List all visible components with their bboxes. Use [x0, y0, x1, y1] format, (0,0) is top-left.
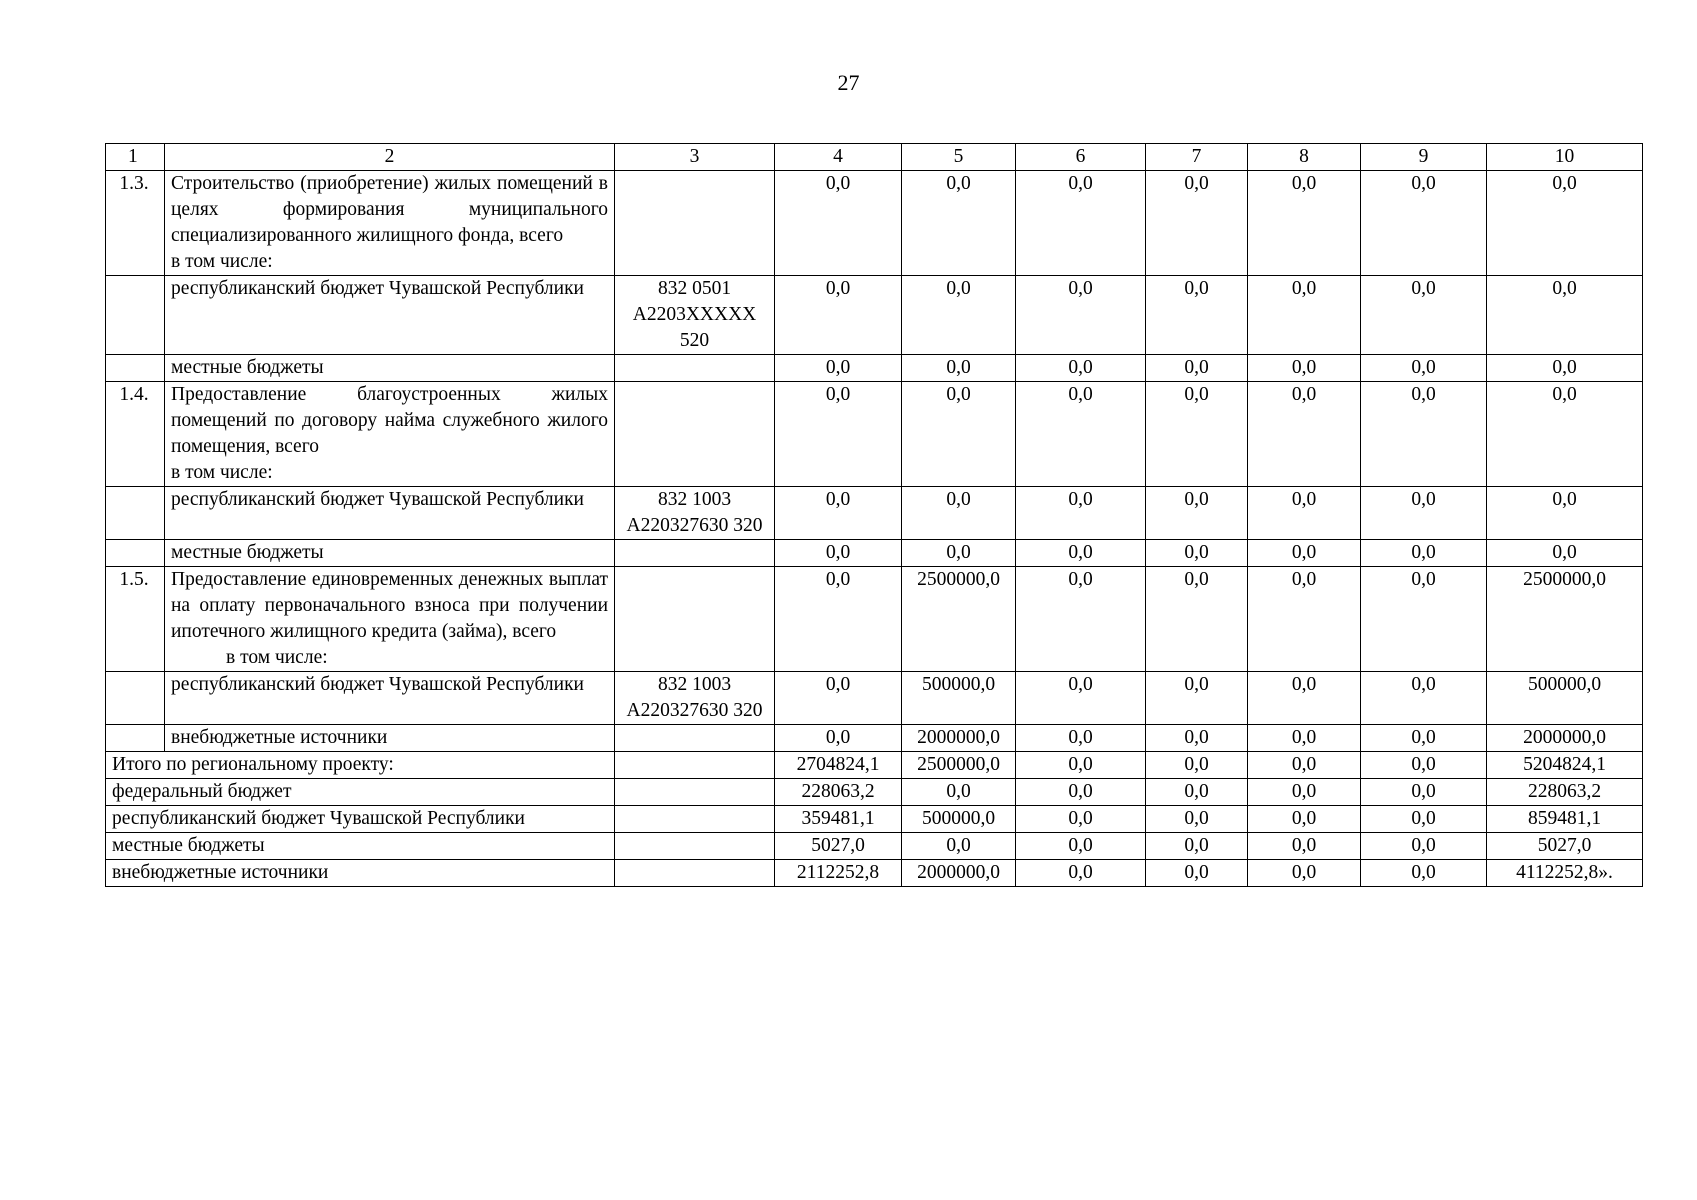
- total-row: [106, 806, 1643, 833]
- value-cell: 0,0: [1016, 833, 1146, 860]
- value-cell: 0,0: [775, 725, 902, 752]
- value-cell: 500000,0: [902, 672, 1016, 725]
- value-cell: 0,0: [902, 276, 1016, 355]
- value-cell: 0,0: [1146, 382, 1248, 487]
- budget-code: 832 0501 А2203ХХХХХ 520: [615, 276, 775, 355]
- value-cell: 0,0: [1361, 355, 1487, 382]
- value-cell: 2000000,0: [902, 725, 1016, 752]
- row-name-cell: [165, 382, 615, 487]
- value-cell: 0,0: [1248, 860, 1361, 887]
- value-cell: 0,0: [902, 355, 1016, 382]
- value-cell: 0,0: [1016, 382, 1146, 487]
- row-name: Предоставление благоустроенных жилых помещений по договору найма служебного жилого помещения, всего: [171, 384, 608, 457]
- total-label: Итого по региональному проекту:: [106, 752, 615, 779]
- value-cell: 0,0: [1016, 860, 1146, 887]
- budget-code: [615, 567, 775, 672]
- value-cell: 0,0: [902, 382, 1016, 487]
- total-label: федеральный бюджет: [106, 779, 615, 806]
- value-cell: 0,0: [775, 171, 902, 276]
- table-row: [106, 672, 1643, 725]
- row-number: [106, 276, 165, 355]
- row-name-cell: [165, 540, 615, 567]
- row-name-cell: [165, 567, 615, 672]
- value-cell: 0,0: [902, 833, 1016, 860]
- value-cell: 0,0: [1487, 171, 1643, 276]
- value-cell: 2000000,0: [902, 860, 1016, 887]
- value-cell: 0,0: [1487, 487, 1643, 540]
- value-cell: 0,0: [1361, 171, 1487, 276]
- value-cell: 0,0: [1016, 806, 1146, 833]
- row-name-cell: [165, 725, 615, 752]
- row-name-cell: [165, 487, 615, 540]
- value-cell: 5204824,1: [1487, 752, 1643, 779]
- value-cell: 0,0: [1248, 171, 1361, 276]
- row-number: [106, 487, 165, 540]
- column-header: 10: [1487, 144, 1643, 171]
- row-name-cell: [165, 672, 615, 725]
- value-cell: 0,0: [1487, 540, 1643, 567]
- value-cell: 0,0: [1248, 833, 1361, 860]
- table-row: [106, 171, 1643, 276]
- row-number: 1.3.: [106, 171, 165, 276]
- value-cell: 0,0: [1146, 860, 1248, 887]
- total-row: [106, 833, 1643, 860]
- total-row: [106, 752, 1643, 779]
- value-cell: 0,0: [902, 779, 1016, 806]
- row-name: республиканский бюджет Чувашской Республики: [171, 674, 584, 695]
- value-cell: 359481,1: [775, 806, 902, 833]
- value-cell: 0,0: [775, 540, 902, 567]
- value-cell: 4112252,8».: [1487, 860, 1643, 887]
- value-cell: 0,0: [1016, 540, 1146, 567]
- column-header: 6: [1016, 144, 1146, 171]
- value-cell: 0,0: [1016, 487, 1146, 540]
- row-name: республиканский бюджет Чувашской Республики: [171, 489, 584, 510]
- page-number: 27: [837, 70, 860, 95]
- row-name: республиканский бюджет Чувашской Республики: [171, 278, 584, 299]
- value-cell: 0,0: [1248, 382, 1361, 487]
- row-number: [106, 355, 165, 382]
- value-cell: 0,0: [1016, 355, 1146, 382]
- row-number: [106, 725, 165, 752]
- value-cell: 0,0: [1016, 171, 1146, 276]
- value-cell: 0,0: [1248, 276, 1361, 355]
- table-row: [106, 382, 1643, 487]
- value-cell: 0,0: [1248, 752, 1361, 779]
- column-header: 7: [1146, 144, 1248, 171]
- value-cell: 0,0: [1248, 806, 1361, 833]
- row-name: Предоставление единовременных денежных выплат на оплату первоначального взноса при получении ипотечного жилищного кредита (займа), всего: [171, 569, 608, 642]
- value-cell: 0,0: [1146, 276, 1248, 355]
- total-label: республиканский бюджет Чувашской Республики: [106, 806, 615, 833]
- row-number: [106, 672, 165, 725]
- value-cell: 5027,0: [1487, 833, 1643, 860]
- value-cell: 228063,2: [775, 779, 902, 806]
- value-cell: 0,0: [1248, 725, 1361, 752]
- budget-code: [615, 752, 775, 779]
- value-cell: 0,0: [1146, 752, 1248, 779]
- value-cell: 2000000,0: [1487, 725, 1643, 752]
- value-cell: 0,0: [775, 355, 902, 382]
- table-row: [106, 487, 1643, 540]
- value-cell: 2112252,8: [775, 860, 902, 887]
- budget-code: [615, 779, 775, 806]
- total-label: внебюджетные источники: [106, 860, 615, 887]
- value-cell: 0,0: [1361, 833, 1487, 860]
- budget-code: [615, 355, 775, 382]
- value-cell: 859481,1: [1487, 806, 1643, 833]
- value-cell: 0,0: [1487, 355, 1643, 382]
- value-cell: 0,0: [1248, 672, 1361, 725]
- value-cell: 0,0: [1016, 752, 1146, 779]
- value-cell: 0,0: [902, 540, 1016, 567]
- row-number: 1.4.: [106, 382, 165, 487]
- value-cell: 0,0: [1146, 725, 1248, 752]
- total-label: местные бюджеты: [106, 833, 615, 860]
- value-cell: 0,0: [1487, 382, 1643, 487]
- value-cell: 2500000,0: [902, 567, 1016, 672]
- value-cell: 0,0: [1361, 276, 1487, 355]
- value-cell: 0,0: [1016, 725, 1146, 752]
- row-number: [106, 540, 165, 567]
- value-cell: 0,0: [775, 567, 902, 672]
- value-cell: 0,0: [775, 487, 902, 540]
- row-name-cell: [165, 276, 615, 355]
- value-cell: 0,0: [1248, 779, 1361, 806]
- value-cell: 0,0: [1016, 672, 1146, 725]
- table-row: [106, 540, 1643, 567]
- table-row: [106, 567, 1643, 672]
- value-cell: 0,0: [1146, 567, 1248, 672]
- value-cell: 228063,2: [1487, 779, 1643, 806]
- column-header: 3: [615, 144, 775, 171]
- total-row: [106, 779, 1643, 806]
- value-cell: 0,0: [1361, 752, 1487, 779]
- budget-code: [615, 833, 775, 860]
- value-cell: 0,0: [1361, 779, 1487, 806]
- value-cell: 0,0: [775, 382, 902, 487]
- value-cell: 0,0: [1146, 779, 1248, 806]
- column-header: 4: [775, 144, 902, 171]
- value-cell: 0,0: [1361, 382, 1487, 487]
- value-cell: 0,0: [1016, 779, 1146, 806]
- row-name: местные бюджеты: [171, 357, 324, 378]
- budget-code: [615, 860, 775, 887]
- column-header: 1: [106, 144, 165, 171]
- value-cell: 0,0: [1361, 672, 1487, 725]
- budget-code: [615, 806, 775, 833]
- table-row: [106, 725, 1643, 752]
- row-name: местные бюджеты: [171, 542, 324, 563]
- value-cell: 0,0: [1146, 487, 1248, 540]
- value-cell: 0,0: [1361, 725, 1487, 752]
- value-cell: 0,0: [1248, 567, 1361, 672]
- value-cell: 0,0: [1146, 171, 1248, 276]
- value-cell: 0,0: [1146, 833, 1248, 860]
- value-cell: 0,0: [1016, 567, 1146, 672]
- value-cell: 2704824,1: [775, 752, 902, 779]
- value-cell: 500000,0: [902, 806, 1016, 833]
- value-cell: 2500000,0: [1487, 567, 1643, 672]
- value-cell: 0,0: [902, 171, 1016, 276]
- budget-code: [615, 725, 775, 752]
- budget-table: [105, 143, 1643, 887]
- value-cell: 0,0: [1146, 355, 1248, 382]
- value-cell: 0,0: [1361, 567, 1487, 672]
- value-cell: 0,0: [902, 487, 1016, 540]
- total-row: [106, 860, 1643, 887]
- value-cell: 0,0: [1361, 860, 1487, 887]
- value-cell: 0,0: [1248, 355, 1361, 382]
- budget-code: [615, 171, 775, 276]
- value-cell: 0,0: [1248, 540, 1361, 567]
- table-row: [106, 355, 1643, 382]
- column-header: 8: [1248, 144, 1361, 171]
- value-cell: 500000,0: [1487, 672, 1643, 725]
- row-subtitle: в том числе:: [171, 462, 273, 483]
- value-cell: 0,0: [1361, 540, 1487, 567]
- budget-code: 832 1003 А220327630 320: [615, 672, 775, 725]
- value-cell: 5027,0: [775, 833, 902, 860]
- budget-code: 832 1003 А220327630 320: [615, 487, 775, 540]
- column-header: 9: [1361, 144, 1487, 171]
- column-header: 5: [902, 144, 1016, 171]
- table-row: [106, 276, 1643, 355]
- budget-code: [615, 540, 775, 567]
- row-subtitle: в том числе:: [171, 251, 273, 272]
- value-cell: 0,0: [1361, 487, 1487, 540]
- value-cell: 0,0: [1146, 540, 1248, 567]
- value-cell: 0,0: [1487, 276, 1643, 355]
- header-row: [106, 144, 1643, 171]
- value-cell: 0,0: [1146, 806, 1248, 833]
- row-name: внебюджетные источники: [171, 727, 388, 748]
- row-name-cell: [165, 171, 615, 276]
- row-name-cell: [165, 355, 615, 382]
- value-cell: 2500000,0: [902, 752, 1016, 779]
- value-cell: 0,0: [1146, 672, 1248, 725]
- column-header: 2: [165, 144, 615, 171]
- value-cell: 0,0: [1248, 487, 1361, 540]
- row-name: Строительство (приобретение) жилых помещений в целях формирования муниципального специализированного жилищного фонда, всего: [171, 173, 608, 246]
- value-cell: 0,0: [1016, 276, 1146, 355]
- row-subtitle: в том числе:: [226, 647, 328, 668]
- row-number: 1.5.: [106, 567, 165, 672]
- value-cell: 0,0: [775, 276, 902, 355]
- budget-code: [615, 382, 775, 487]
- value-cell: 0,0: [1361, 806, 1487, 833]
- value-cell: 0,0: [775, 672, 902, 725]
- table-body: [106, 144, 1643, 887]
